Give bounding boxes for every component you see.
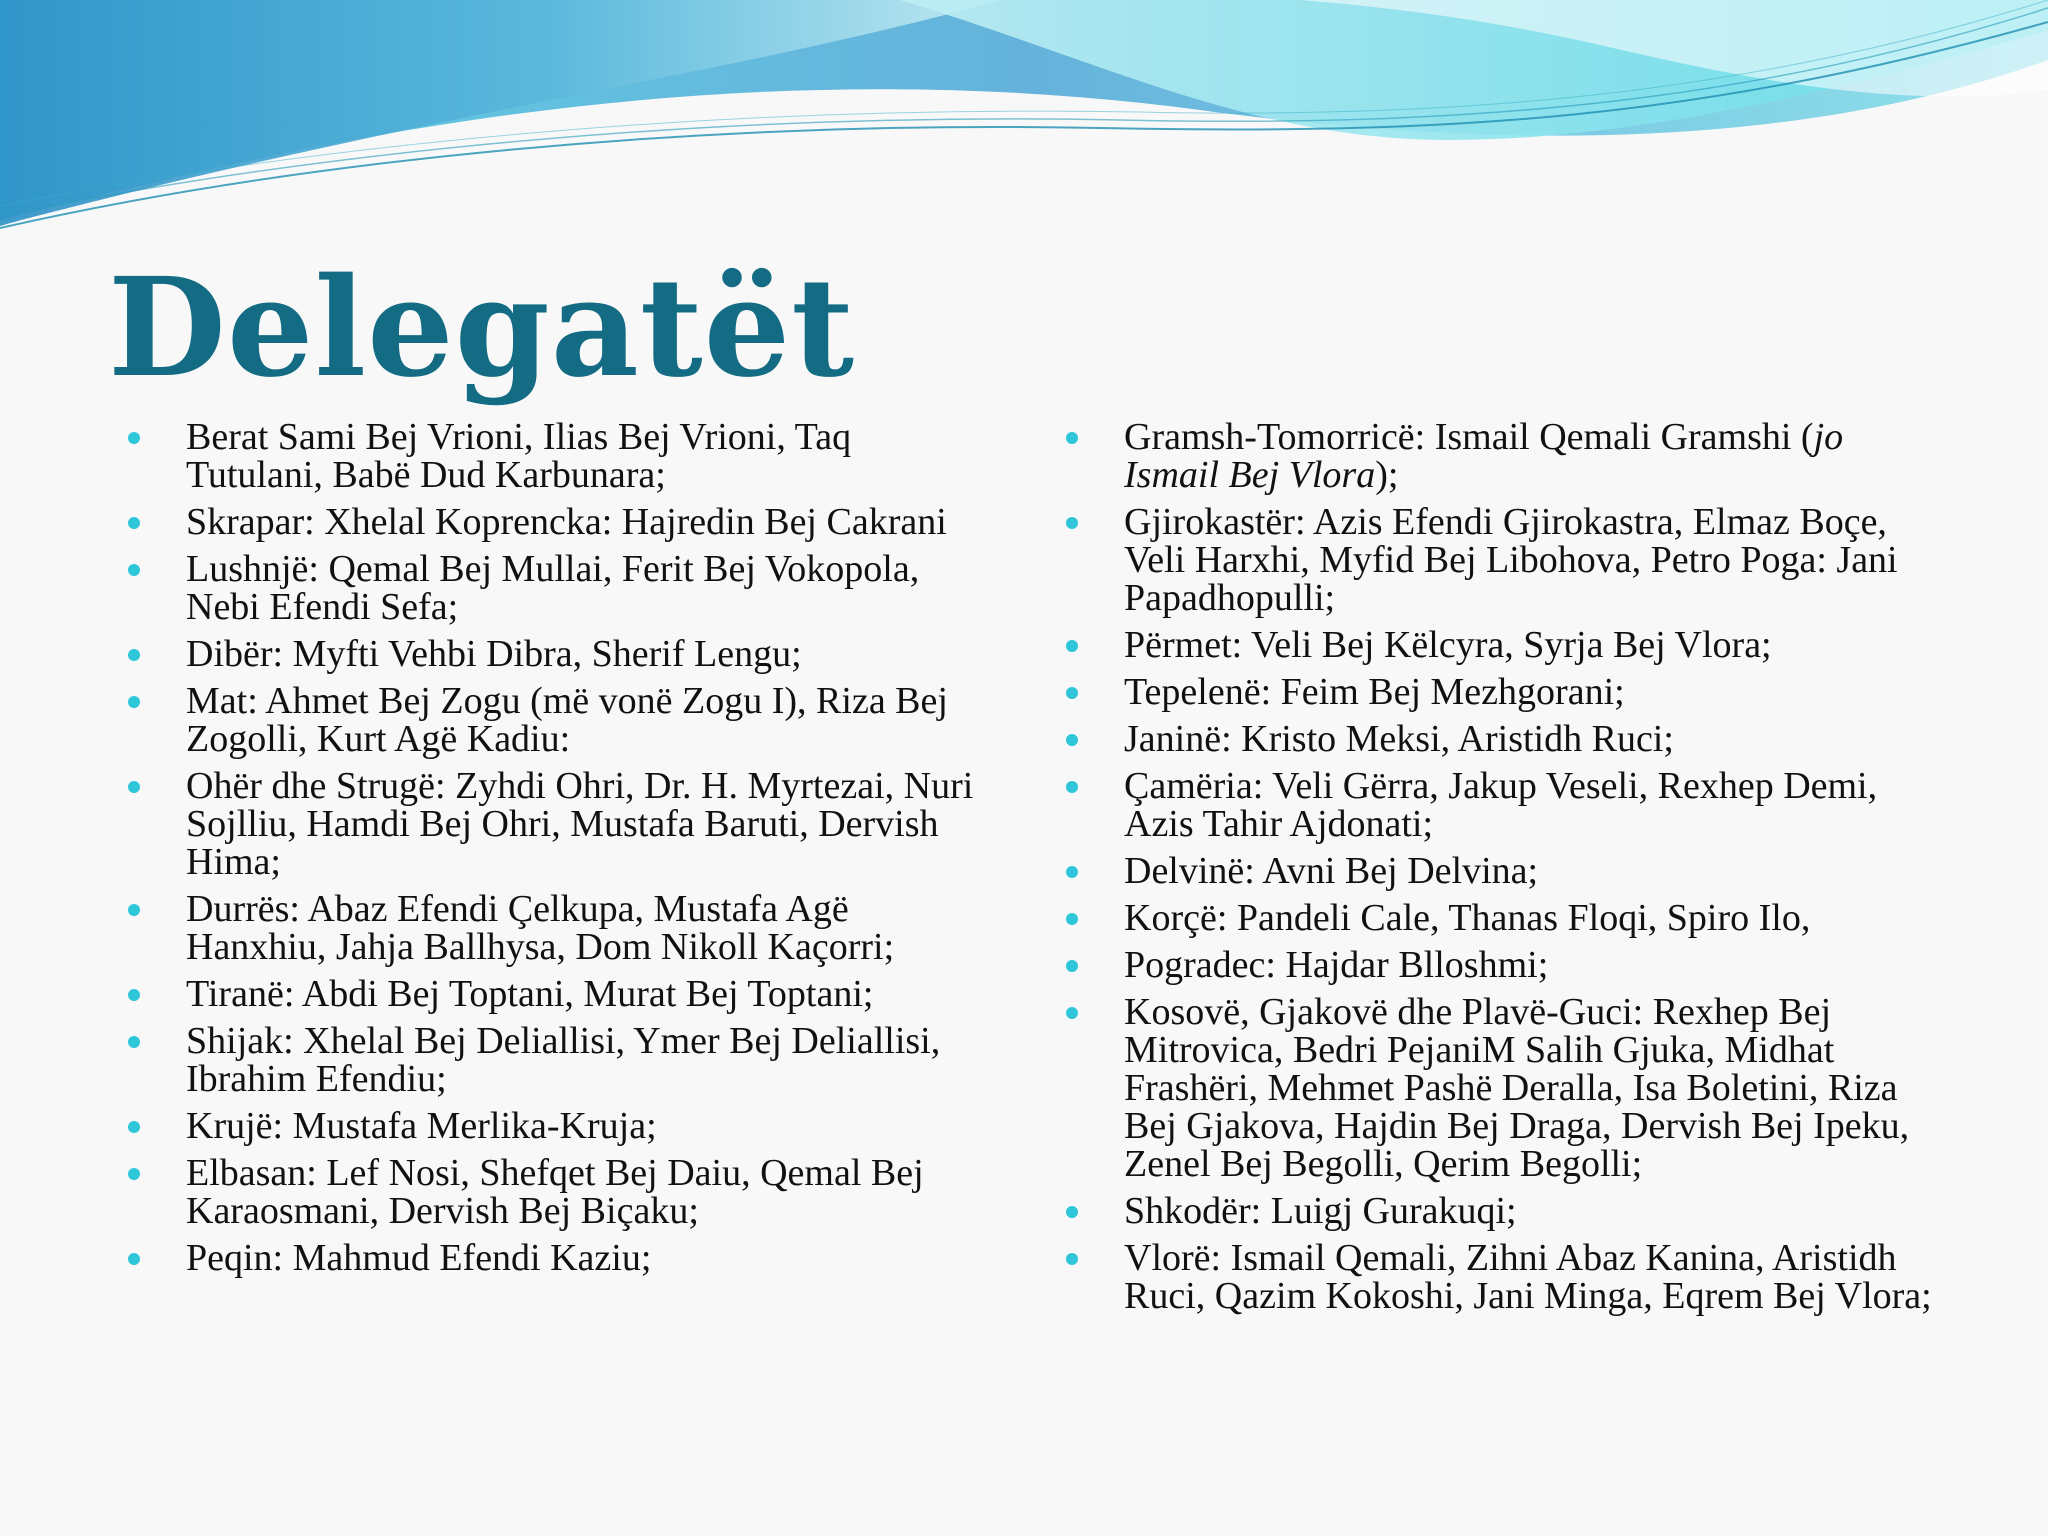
list-item-text: Çamëria: Veli Gërra, Jakup Veseli, Rexhep Demi, Azis Tahir Ajdonati; xyxy=(1124,765,1878,845)
bullet-icon xyxy=(1066,781,1078,793)
bullet-icon xyxy=(128,904,140,916)
list-item xyxy=(1066,673,1946,711)
list-item-text: Përmet: Veli Bej Këlcyra, Syrja Bej Vlora; xyxy=(1124,624,1772,666)
bullet-icon xyxy=(128,432,140,444)
list-item xyxy=(128,767,988,881)
bullet-icon xyxy=(128,1036,140,1048)
list-item-text: Pogradec: Hajdar Blloshmi; xyxy=(1124,944,1549,986)
bullet-icon xyxy=(1066,866,1078,878)
list-item-text: Krujë: Mustafa Merlika-Kruja; xyxy=(186,1105,657,1147)
list-item xyxy=(1066,1239,1946,1315)
list-item xyxy=(128,418,988,494)
bullet-icon xyxy=(128,564,140,576)
list-item-text: Gjirokastër: Azis Efendi Gjirokastra, Elmaz Boçe, Veli Harxhi, Myfid Bej Libohova, Petro Poga: Jani Papadhopulli; xyxy=(1124,501,1898,619)
list-item xyxy=(1066,946,1946,984)
list-item-text: Korçë: Pandeli Cale, Thanas Floqi, Spiro Ilo, xyxy=(1124,897,1811,939)
list-item-text: Kosovë, Gjakovë dhe Plavë-Guci: Rexhep Bej Mitrovica, Bedri PejaniM Salih Gjuka, Midhat Frashëri, Mehmet Pashë Deralla, Isa Boletini, Riza Bej Gjakova, Hajdin Bej Draga, Dervish Bej Ipeku, Zenel Bej Begolli, Qerim Begolli; xyxy=(1124,991,1910,1185)
list-item xyxy=(1066,1192,1946,1230)
list-item-text: Dibër: Myfti Vehbi Dibra, Sherif Lengu; xyxy=(186,633,802,675)
bullet-icon xyxy=(1066,432,1078,444)
list-item xyxy=(128,682,988,758)
list-item xyxy=(128,975,988,1013)
bullet-icon xyxy=(1066,1253,1078,1265)
list-item-text: Delvinë: Avni Bej Delvina; xyxy=(1124,850,1539,892)
list-item-text: Shkodër: Luigj Gurakuqi; xyxy=(1124,1190,1517,1232)
bullet-icon xyxy=(1066,517,1078,529)
list-item xyxy=(128,635,988,673)
list-item-text: Ohër dhe Strugë: Zyhdi Ohri, Dr. H. Myrtezai, Nuri Sojlliu, Hamdi Bej Ohri, Mustafa Baruti, Dervish Hima; xyxy=(186,765,974,883)
list-item xyxy=(1066,720,1946,758)
bullet-icon xyxy=(128,649,140,661)
list-item xyxy=(128,1154,988,1230)
bullet-icon xyxy=(1066,1007,1078,1019)
list-item xyxy=(1066,993,1946,1183)
slide-title: Delegatët xyxy=(108,248,856,408)
list-item-text: Elbasan: Lef Nosi, Shefqet Bej Daiu, Qemal Bej Karaosmani, Dervish Bej Biçaku; xyxy=(186,1152,924,1232)
list-item xyxy=(128,503,988,541)
bullet-icon xyxy=(1066,913,1078,925)
list-item-text: Vlorë: Ismail Qemali, Zihni Abaz Kanina, Aristidh Ruci, Qazim Kokoshi, Jani Minga, Eqrem Bej Vlora; xyxy=(1124,1237,1932,1317)
bullet-icon xyxy=(128,1121,140,1133)
list-item xyxy=(1066,899,1946,937)
bullet-icon xyxy=(1066,1206,1078,1218)
bullet-icon xyxy=(128,1253,140,1265)
list-item xyxy=(128,890,988,966)
list-item xyxy=(1066,767,1946,843)
bullet-icon xyxy=(128,517,140,529)
header-wave-decoration xyxy=(0,0,2048,240)
list-item xyxy=(128,550,988,626)
italic-note: jo Ismail Bej Vlora xyxy=(1124,416,1844,496)
list-item-text: Tiranë: Abdi Bej Toptani, Murat Bej Toptani; xyxy=(186,973,874,1015)
list-item-text: Berat Sami Bej Vrioni, Ilias Bej Vrioni, Taq Tutulani, Babë Dud Karbunara; xyxy=(186,416,852,496)
list-item-text: Lushnjë: Qemal Bej Mullai, Ferit Bej Vokopola, Nebi Efendi Sefa; xyxy=(186,548,920,628)
bullet-icon xyxy=(128,696,140,708)
list-item-text: Skrapar: Xhelal Koprencka: Hajredin Bej Cakrani xyxy=(186,501,947,543)
list-item-text: Shijak: Xhelal Bej Deliallisi, Ymer Bej Deliallisi, Ibrahim Efendiu; xyxy=(186,1020,941,1100)
list-item xyxy=(1066,852,1946,890)
list-item-text: Tepelenë: Feim Bej Mezhgorani; xyxy=(1124,671,1625,713)
list-item xyxy=(1066,503,1946,617)
list-item-text: Peqin: Mahmud Efendi Kaziu; xyxy=(186,1237,652,1279)
list-item-text: Janinë: Kristo Meksi, Aristidh Ruci; xyxy=(1124,718,1674,760)
list-item-text: Mat: Ahmet Bej Zogu (më vonë Zogu I), Riza Bej Zogolli, Kurt Agë Kadiu: xyxy=(186,680,948,760)
list-item-text: Durrës: Abaz Efendi Çelkupa, Mustafa Agë Hanxhiu, Jahja Ballhysa, Dom Nikoll Kaçorri; xyxy=(186,888,895,968)
delegates-list-right xyxy=(1066,418,1946,1324)
bullet-icon xyxy=(128,989,140,1001)
bullet-icon xyxy=(128,781,140,793)
list-item xyxy=(1066,418,1946,494)
delegates-list-left xyxy=(128,418,988,1286)
bullet-icon xyxy=(1066,687,1078,699)
bullet-icon xyxy=(1066,734,1078,746)
list-item-text: Gramsh-Tomorricë: Ismail Qemali Gramshi (jo Ismail Bej Vlora); xyxy=(1124,416,1844,496)
bullet-icon xyxy=(1066,640,1078,652)
list-item xyxy=(128,1107,988,1145)
bullet-icon xyxy=(128,1168,140,1180)
list-item xyxy=(128,1239,988,1277)
list-item xyxy=(1066,626,1946,664)
list-item xyxy=(128,1022,988,1098)
bullet-icon xyxy=(1066,960,1078,972)
